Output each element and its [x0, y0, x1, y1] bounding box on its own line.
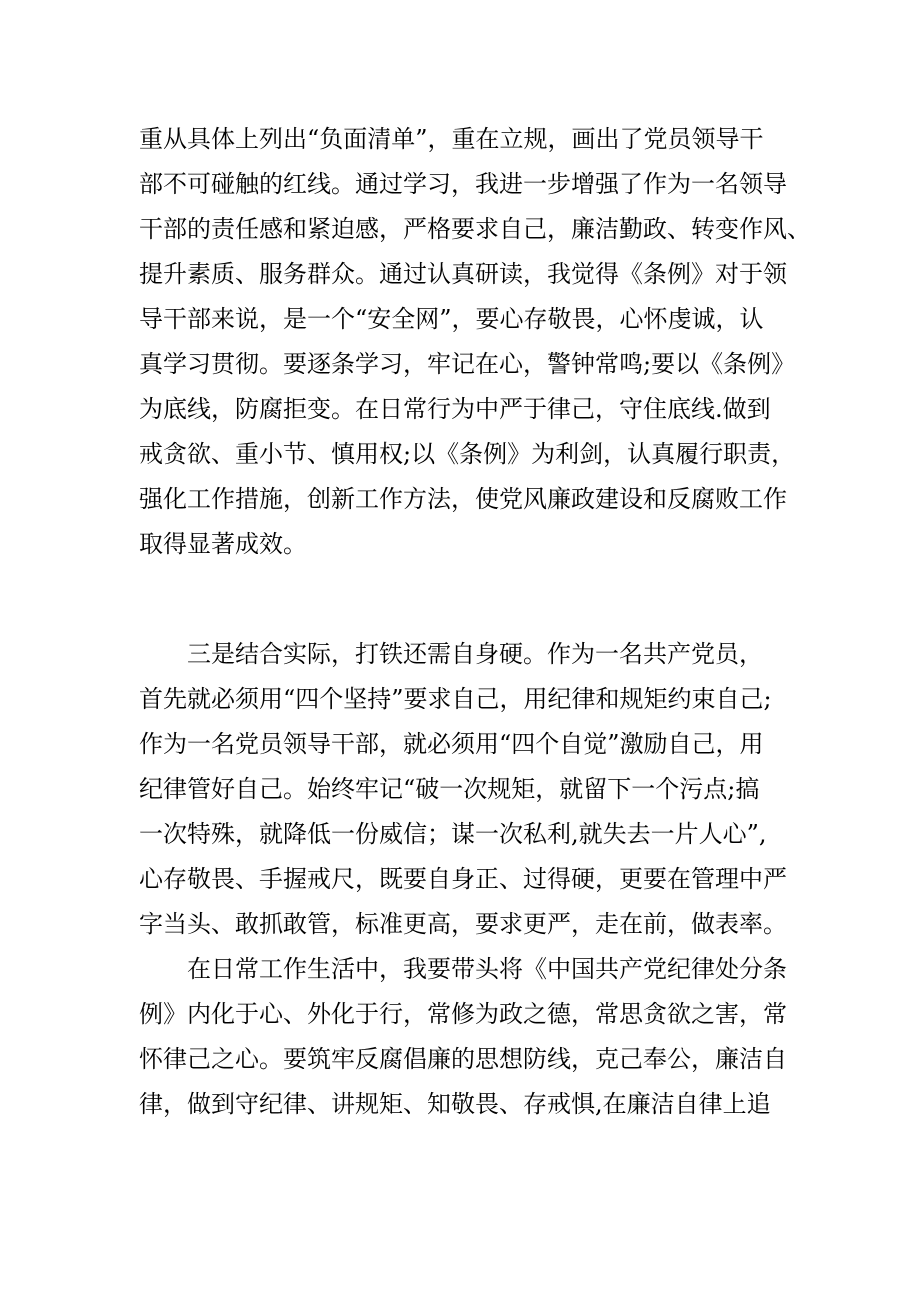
text-line: 三是结合实际，打铁还需自身硬。作为一名共产党员，: [187, 640, 763, 668]
text-line: 强化工作措施，创新工作方法，使党风廉政建设和反腐败工作: [139, 485, 787, 513]
text-line: 重从具体上列出“负面清单”，重在立规，画出了党员领导干: [139, 125, 764, 153]
text-line: 心存敬畏、手握戒尺，既要自身正、过得硬，更要在管理中严: [139, 865, 787, 893]
paragraph-block-1: [139, 117, 811, 567]
paragraph-block-2: [139, 632, 799, 1127]
text-line: 为底线，防腐拒变。在日常行为中严于律己，守住底线.做到: [139, 395, 771, 423]
text-line: 作为一名党员领导干部，就必须用“四个自觉”激励自己，用: [139, 730, 764, 758]
text-line: 例》内化于心、外化于行，常修为政之德，常思贪欲之害，常: [139, 1000, 787, 1028]
text-line: 干部的责任感和紧迫感，严格要求自己，廉洁勤政、转变作风、: [139, 215, 811, 243]
text-line: 怀律己之心。要筑牢反腐倡廉的思想防线，克己奉公，廉洁自: [139, 1045, 787, 1073]
text-line: 真学习贯彻。要逐条学习，牢记在心，警钟常鸣;要以《条例》: [139, 350, 796, 378]
text-line: 律，做到守纪律、讲规矩、知敬畏、存戒惧,在廉洁自律上追: [139, 1090, 771, 1118]
text-line: 字当头、敢抓敢管，标准更高，要求更严，走在前，做表率。: [139, 910, 787, 938]
text-line: 在日常工作生活中，我要带头将《中国共产党纪律处分条: [187, 955, 787, 983]
text-line: 取得显著成效。: [139, 530, 307, 558]
text-line: 提升素质、服务群众。通过认真研读，我觉得《条例》对于领: [139, 260, 787, 288]
text-line: 纪律管好自己。始终牢记“破一次规矩，就留下一个污点;搞: [139, 775, 760, 803]
text-line: 部不可碰触的红线。通过学习，我进一步增强了作为一名领导: [139, 170, 787, 198]
text-line: 首先就必须用“四个坚持”要求自己，用纪律和规矩约束自己;: [139, 685, 772, 713]
text-line: 戒贪欲、重小节、慎用权;以《条例》为利剑，认真履行职责，: [139, 440, 796, 468]
text-line: 一次特殊，就降低一份威信；谋一次私利,就失去一片人心”,: [139, 820, 767, 848]
text-line: 导干部来说，是一个“安全网”，要心存敬畏，心怀虔诚，认: [139, 305, 764, 333]
